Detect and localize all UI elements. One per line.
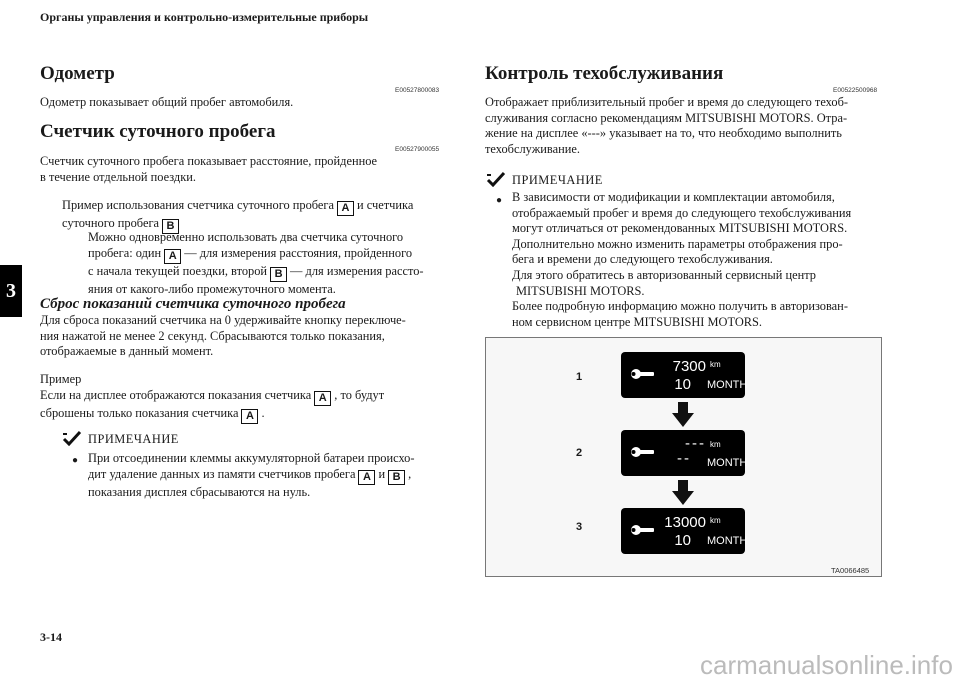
note-title: ПРИМЕЧАНИЕ [512, 173, 603, 187]
reset-line: Для сброса показаний счетчика на 0 удерживайте кнопку переключе- [40, 313, 406, 327]
example-title: Пример [40, 372, 82, 386]
reset-a-badge: A [241, 409, 258, 424]
watermark: carmanualsonline.info [700, 650, 953, 680]
note-title: ПРИМЕЧАНИЕ [88, 432, 179, 446]
right-note-text [512, 190, 884, 330]
note-a-badge: A [358, 470, 375, 485]
note-b-badge: B [388, 470, 405, 485]
parallel-line [88, 264, 458, 282]
note-line: ном сервисном центре MITSUBISHI MOTORS. [512, 314, 763, 329]
service-display [621, 352, 748, 398]
service-text [485, 95, 885, 157]
usage-text: Пример использования счетчика суточного пробега [62, 198, 335, 212]
service-line: жение на дисплее «---» указывает на то, что необходимо выполнить [485, 126, 842, 141]
example-text: , то будут [334, 387, 385, 402]
trip-b-badge: B [270, 267, 287, 282]
parallel-line: Можно одновременно использовать два счетчика суточного [88, 230, 404, 244]
service-line: Отображает приблизительный пробег и время до следующего техоб- [485, 95, 849, 109]
note-line: MITSUBISHI MOTORS. [516, 283, 645, 298]
reset-a-badge: A [314, 391, 331, 406]
bullet-icon: ● [72, 455, 79, 466]
example-line [40, 406, 460, 424]
odometer-code: E00527800083 [395, 87, 440, 94]
figure-number: 1 [576, 371, 583, 383]
trip-b-badge: B [162, 219, 179, 234]
page-header: Органы управления и контрольно-измерительные приборы [40, 10, 369, 24]
figure-code: TA0066485 [831, 566, 870, 575]
display-months: -- [677, 450, 691, 467]
note-text [88, 451, 460, 500]
arrow-down-icon [672, 402, 694, 428]
trip-title: Счетчик суточного пробега [40, 121, 276, 142]
reset-text [40, 313, 460, 360]
parallel-text: пробега: один [88, 245, 162, 260]
trip-a-badge: A [164, 249, 181, 264]
trip-usage [62, 198, 462, 234]
reset-title: Сброс показаний счетчика суточного пробега [40, 296, 346, 312]
note-line: Для этого обратитесь в авторизованный сервисный центр [512, 267, 816, 282]
note-icon [62, 430, 82, 451]
bullet-icon: ● [496, 195, 503, 206]
parallel-line: яния от какого-либо промежуточного момента. [88, 281, 336, 296]
trip-line: в течение отдельной поездки. [40, 169, 196, 184]
display-unit: km [710, 516, 721, 525]
page-number: 3-14 [40, 630, 62, 644]
odometer-text: Одометр показывает общий пробег автомобиля. [40, 95, 294, 109]
usage-line [62, 198, 462, 216]
usage-text: и счетчика [357, 198, 414, 212]
display-month-label: MONTH [707, 535, 748, 547]
reset-line: отображаемые в данный момент. [40, 344, 214, 359]
reset-line: ния нажатой не менее 2 секунд. Сбрасываются только показания, [40, 328, 385, 343]
note-line: отображаемый пробег и время до следующего техобслуживания [512, 205, 852, 220]
note-text-part: дит удаление данных из памяти счетчиков пробега [88, 466, 356, 481]
reset-example [40, 372, 460, 424]
display-unit: km [710, 440, 721, 449]
example-text: . [261, 405, 265, 420]
display-mileage: --- [685, 435, 706, 452]
service-display [621, 508, 748, 554]
display-months: 10 [674, 532, 691, 549]
service-code: E00522500968 [833, 87, 878, 94]
trip-code: E00527900055 [395, 146, 440, 153]
note-line: При отсоединении клеммы аккумуляторной батареи происхо- [88, 451, 415, 465]
usage-text: суточного пробега [62, 216, 160, 230]
note-text-part: и [378, 466, 386, 481]
note-line: могут отличаться от рекомендованных MITSUBISHI MOTORS. [512, 221, 848, 236]
note-line [88, 467, 460, 485]
odometer-title: Одометр [40, 63, 115, 84]
display-mileage: 7300 [672, 358, 706, 375]
service-line: служивания согласно рекомендациям MITSUBISHI MOTORS. Отра- [485, 110, 848, 125]
parallel-text: с начала текущей поездки, второй [88, 263, 268, 278]
note-text-part: , [408, 466, 412, 481]
figure-number: 2 [576, 447, 583, 459]
figure-number: 3 [576, 521, 583, 533]
note-icon [486, 171, 506, 192]
trip-line: Счетчик суточного пробега показывает расстояние, пройденное [40, 154, 378, 168]
trip-a-badge: A [337, 201, 354, 216]
display-mileage: 13000 [664, 514, 706, 531]
parallel-line [88, 246, 458, 264]
service-line: техобслуживание. [485, 141, 580, 156]
note-line: показания дисплея сбрасываются на нуль. [88, 484, 311, 499]
parallel-text: — для измерения рассто- [290, 263, 424, 278]
example-text: Если на дисплее отображаются показания счетчика [40, 387, 312, 402]
trip-parallel [88, 230, 458, 297]
example-line [40, 388, 460, 406]
note-line: В зависимости от модификации и комплектации автомобиля, [512, 190, 835, 204]
note-line: бега и времени до следующего техобслуживания. [512, 252, 773, 267]
parallel-text: — для измерения расстояния, пройденного [184, 245, 413, 260]
display-months: 10 [674, 376, 691, 393]
example-text: сброшены только показания счетчика [40, 405, 239, 420]
service-figure [485, 337, 882, 577]
note-line: Дополнительно можно изменить параметры отображения про- [512, 236, 843, 251]
display-month-label: MONTH [707, 457, 748, 469]
trip-text [40, 154, 377, 185]
display-unit: km [710, 360, 721, 369]
service-display [621, 430, 748, 476]
chapter-tab: 3 [0, 265, 22, 317]
note-line: Более подробную информацию можно получить в авторизован- [512, 299, 848, 314]
service-title: Контроль техобслуживания [485, 63, 724, 84]
arrow-down-icon [672, 480, 694, 506]
display-month-label: MONTH [707, 379, 748, 391]
